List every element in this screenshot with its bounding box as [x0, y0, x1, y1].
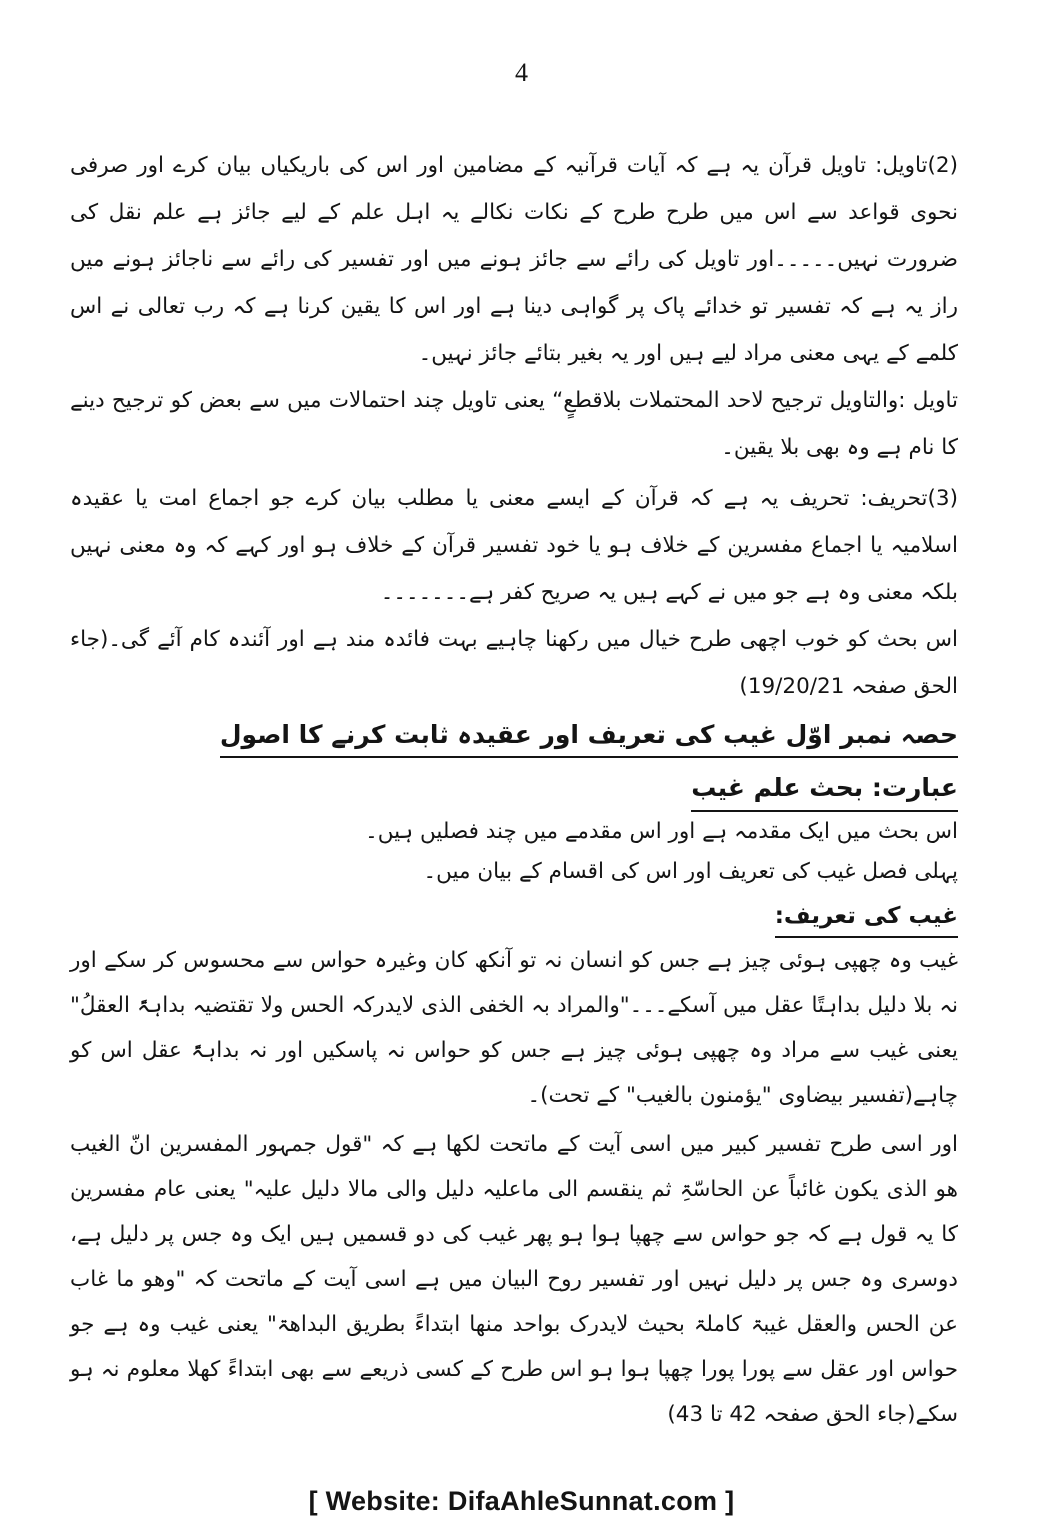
definition-heading: غیب کی تعریف:: [775, 898, 958, 938]
definition-heading-wrap: [70, 892, 958, 938]
page-number: 4: [515, 58, 528, 87]
section-heading: حصہ نمبر اوّل غیب کی تعریف اور عقیدہ ثابت کرنے کا اصول: [220, 716, 958, 758]
paragraph-tahreef: (3)تحریف: تحریف یہ ہے کہ قرآن کے ایسے معنی یا مطلب بیان کرے جو اجماع امت یا عقیدہ اسلامیہ یا اجماع مفسرین کے خلاف ہو یا خود تفسیر قرآن کے خلاف ہو اور کہے کہ وہ معنی نہیں بلکہ معنی وہ ہے جو میں نے کہے ہیں یہ صریح کفر ہے۔۔۔۔۔۔۔: [70, 486, 958, 605]
paragraph-ghaib-definition: غیب وہ چھپی ہوئی چیز ہے جس کو انسان نہ تو آنکھ کان وغیرہ حواس سے محسوس کر سکے اور نہ بلا دلیل بداہتًا عقل میں آسکے۔۔۔"والمراد بہ الخفی الذی لایدرکہ الحس ولا تقتضیہ بداہۃً العقلُ" یعنی غیب سے مراد وہ چھپی ہوئی چیز ہے جس کو حواس نہ پاسکیں اور نہ بداہۃً عقل اس کو چاہے(تفسیر بیضاوی "یؤمنون بالغیب" کے تحت)۔: [70, 948, 958, 1108]
intro-line-2: پہلی فصل غیب کی تعریف اور اس کی اقسام کے بیان میں۔: [423, 859, 958, 884]
section-heading-wrap: [70, 710, 958, 758]
paragraph-reference: اس بحث کو خوب اچھی طرح خیال میں رکھنا چاہیے بہت فائدہ مند ہے اور آئندہ کام آئے گی۔(جاء الحق صفحہ 19/20/21): [70, 627, 958, 699]
website-footer: [ Website: DifaAhleSunnat.com ]: [308, 1486, 735, 1516]
paragraph-taweel: (2)تاویل: تاویل قرآن یہ ہے کہ آیات قرآنیہ کے مضامین اور اس کی باریکیاں بیان کرے اور صرفی نحوی قواعد سے اس میں طرح طرح کے نکات نکالے یہ اہل علم کے لیے جائز ہے علم نقل کی ضرورت نہیں۔۔۔۔۔اور تاویل کی رائے سے جائز ہونے میں اور تفسیر کی رائے سے ناجائز ہونے میں راز یہ ہے کہ تفسیر تو خدائے پاک پر گواہی دینا ہے اور اس کا یقین کرنا ہے کہ رب تعالی نے اس کلمے کے یہی معنی مراد لیے ہیں اور یہ بغیر بتائے جائز نہیں۔: [70, 153, 958, 366]
sub-heading: عبارت: بحث علم غیب: [691, 768, 958, 812]
intro-line-1: اس بحث میں ایک مقدمہ ہے اور اس مقدمے میں چند فصلیں ہیں۔: [365, 819, 958, 844]
paragraph-taweel-definition: تاویل :والتاویل ترجیح لاحد المحتملات بلاقطعٍ“ یعنی تاویل چند احتمالات میں سے بعض کو ترجیح دینے کا نام ہے وہ بھی بلا یقین۔: [70, 388, 958, 460]
paragraph-tafseer-kabir: اور اسی طرح تفسیر کبیر میں اسی آیت کے ماتحت لکھا ہے کہ "قول جمہور المفسرین انّ الغیب ھو الذی یکون غائباً عن الحاسّۃِ ثم ینقسم الی ماعلیہ دلیل والی مالا دلیل علیہ" یعنی عام مفسرین کا یہ قول ہے کہ جو حواس سے چھپا ہوا ہو پھر غیب کی دو قسمیں ہیں ایک وہ جس پر دلیل ہے، دوسری وہ جس پر دلیل نہیں اور تفسیر روح البیان میں ہے اسی آیت کے ماتحت کہ "وھو ما غاب عن الحس والعقل غیبۃ کاملۃ بحیث لایدرک بواحد منھا ابتداءً بطریق البداھۃ" یعنی غیب وہ ہے جو حواس اور عقل سے پورا پورا چھپا ہوا ہو اس طرح کے کسی ذریعے سے بھی ابتداءً کھلا معلوم نہ ہو سکے(جاء الحق صفحہ 42 تا 43): [70, 1132, 958, 1427]
sub-heading-wrap: [70, 758, 958, 812]
document-body: [70, 142, 958, 1437]
